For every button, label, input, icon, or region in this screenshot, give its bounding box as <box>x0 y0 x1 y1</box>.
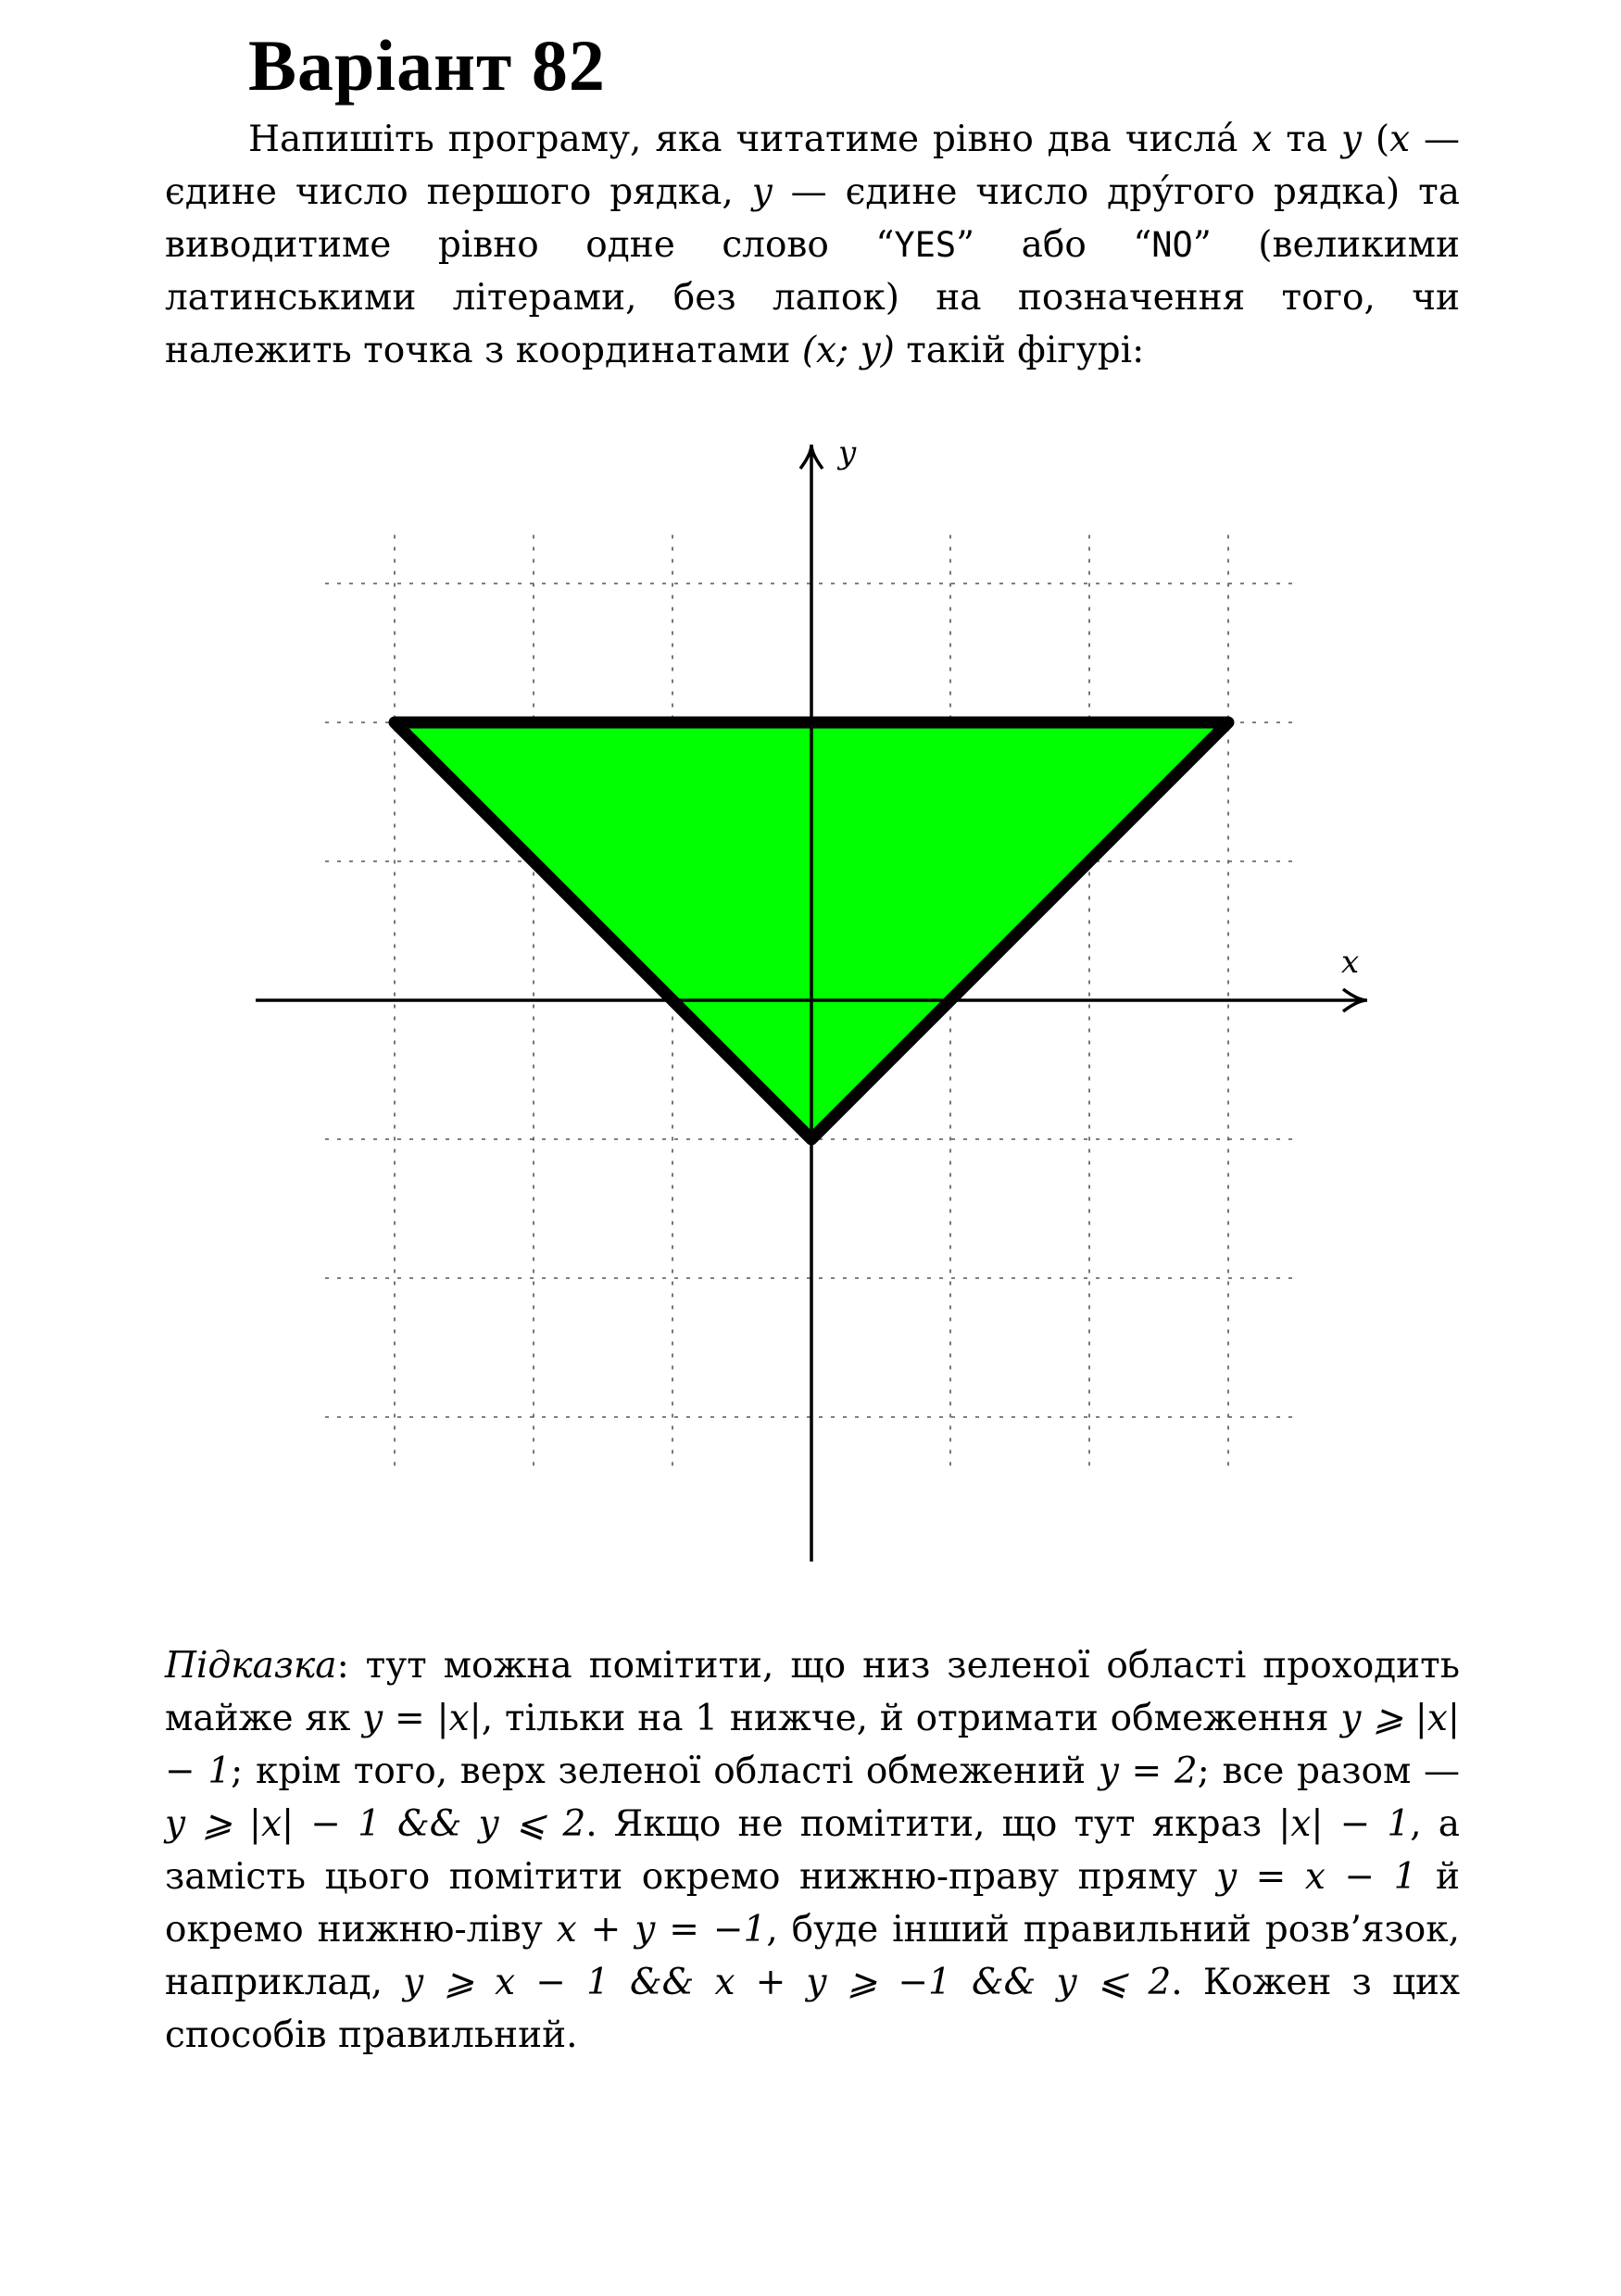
math-formula: y = x − 1 <box>1216 1856 1417 1898</box>
x-axis-label: x <box>1341 944 1360 981</box>
math-coords: (x; y) <box>801 330 895 371</box>
hint-text: , тільки на 1 нижче, й отримати обмеження <box>481 1698 1341 1739</box>
task-text: Напишіть програму, яка читатиме рівно два числа́ <box>248 119 1252 160</box>
math-formula: y ⩾ x − 1 && x + y ⩾ −1 && y ⩽ 2 <box>403 1962 1172 2003</box>
math-x: x <box>1389 119 1411 160</box>
y-axis-label: y <box>838 434 857 471</box>
task-text: — єдине число дру́гого рядка) та виводитиме рівно одне слово “ <box>165 171 1460 266</box>
page-title: Варіант 82 <box>248 25 606 106</box>
hint-text: ; все разом — <box>1197 1750 1460 1792</box>
hint-text: ; крім того, верх зеленої області обмежений <box>231 1750 1099 1792</box>
hint-text: . Кожен з цих способів правильний. <box>165 1962 1461 2056</box>
hint-text: , буде інший правильний розв’язок, наприклад, <box>165 1909 1460 2003</box>
task-text: ( <box>1361 119 1390 160</box>
math-formula: |x| − 1 <box>1278 1803 1411 1845</box>
math-formula: y = 2 <box>1098 1750 1198 1792</box>
axes <box>256 445 1367 1562</box>
task-text: ” або “ <box>956 224 1152 266</box>
math-x: x <box>1251 119 1273 160</box>
math-y: y <box>1340 119 1362 160</box>
task-text: такій фігурі: <box>894 330 1145 371</box>
hint-text: , а замість цього помітити окремо нижню-праву пряму <box>165 1803 1461 1898</box>
math-formula: y ⩾ |x| − 1 && y ⩽ 2 <box>165 1803 586 1845</box>
code-yes: YES <box>894 225 957 265</box>
hint-text: й окремо нижню-ліву <box>165 1856 1460 1951</box>
hint-text: . Якщо не помітити, що тут якраз <box>585 1803 1279 1845</box>
task-text: ” (великими латинськими літерами, без лапок) на позначення того, чи належить точка з координатами <box>165 224 1460 371</box>
hint-paragraph <box>165 1639 1460 2062</box>
math-y: y <box>751 171 773 213</box>
task-text: — єдине число першого рядка, <box>165 119 1460 213</box>
math-formula: y = |x| <box>362 1698 482 1739</box>
math-formula: x + y = −1 <box>556 1909 767 1951</box>
hint-label: Підказка <box>165 1645 337 1687</box>
hint-text: : тут можна помітити, що низ зеленої області проходить майже як <box>165 1645 1460 1739</box>
code-no: NO <box>1151 225 1193 265</box>
task-text: та <box>1272 119 1341 160</box>
math-formula: y ⩾ |x| − 1 <box>165 1698 1461 1792</box>
